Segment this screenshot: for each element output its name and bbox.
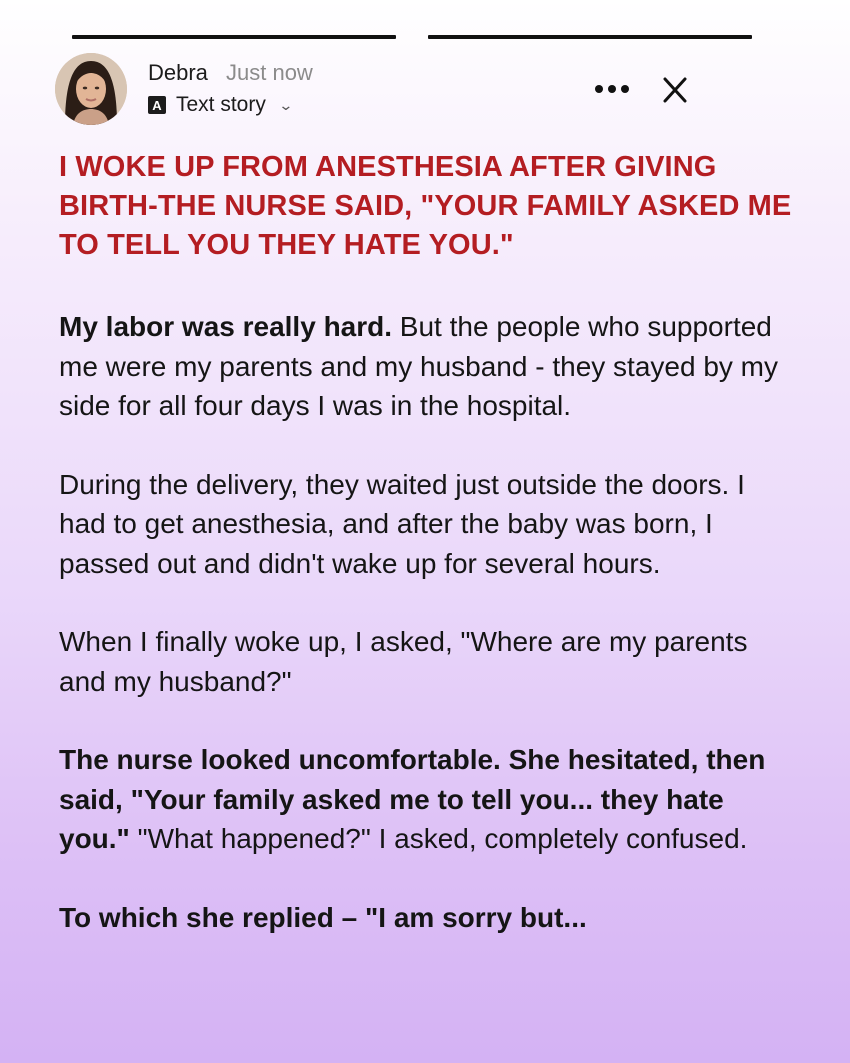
author-name[interactable]: Debra [148,60,208,85]
story-progress-segment-2 [428,35,752,39]
story-paragraph-4 [59,740,799,859]
close-button[interactable] [657,72,693,108]
paragraph-3-text: When I finally woke up, I asked, "Where are my parents and my husband?" [59,626,748,697]
story-type-selector[interactable] [148,92,292,118]
paragraph-1-text: But the people who supported me were my parents and my husband - they stayed by my side for all four days I was in the hospital. [59,311,778,421]
paragraph-4-emphasis: The nurse looked uncomfortable. She hesitated, then said, "Your family asked me to tell you... they hate you." [59,744,766,854]
story-type-label: Text story [176,93,266,116]
close-icon [662,76,688,104]
story-paragraph-3 [59,622,799,701]
paragraph-1-emphasis: My labor was really hard. [59,311,393,342]
chevron-down-icon: ⌄ [278,96,294,113]
avatar[interactable] [55,53,127,125]
story-paragraph-1 [59,307,799,426]
post-timestamp: Just now [226,60,313,85]
text-story-icon: A [148,96,166,114]
profile-photo-icon [55,53,127,125]
story-paragraph-2 [59,465,799,584]
paragraph-2-text: During the delivery, they waited just outside the doors. I had to get anesthesia, and after the baby was born, I passed out and didn't wake up for several hours. [59,468,745,579]
paragraph-5-emphasis: To which she replied – "I am sorry but... [59,901,587,933]
paragraph-4-text: "What happened?" I asked, completely confused. [129,823,748,854]
story-paragraph-5 [59,898,799,938]
story-body [59,307,799,976]
story-progress-segment-1 [72,35,396,39]
more-horizontal-icon [592,84,632,94]
story-headline: I WOKE UP FROM ANESTHESIA AFTER GIVING BIRTH-THE NURSE SAID, "YOUR FAMILY ASKED ME TO TELL YOU THEY HATE YOU." [59,151,792,261]
more-options-button[interactable] [588,74,636,104]
